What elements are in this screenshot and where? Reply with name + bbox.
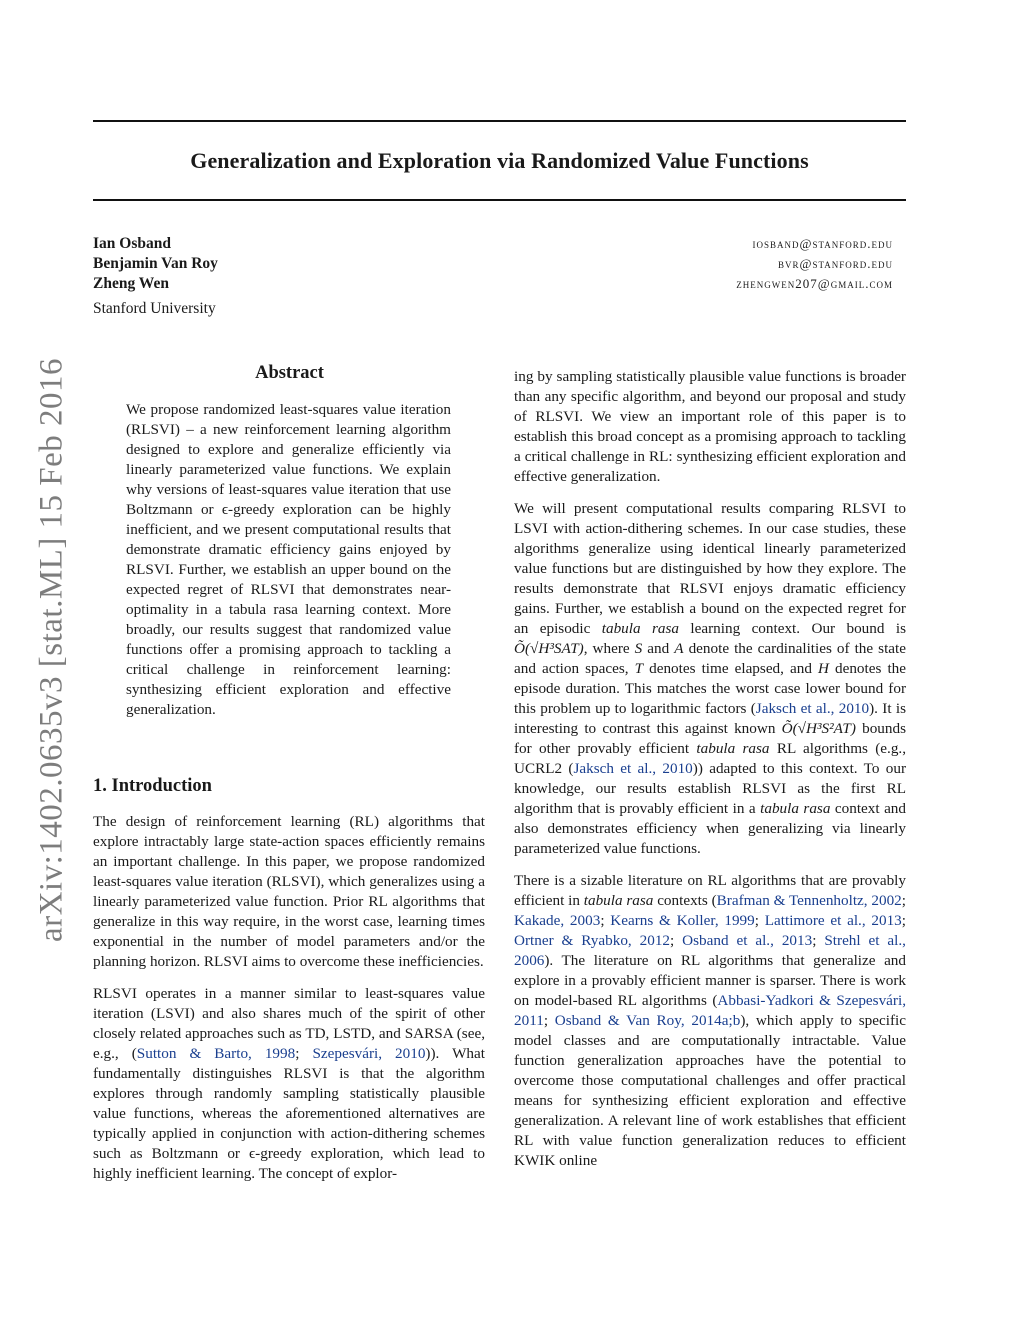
- top-rule: [93, 120, 906, 122]
- intro-paragraph-5: [514, 871, 906, 1171]
- text-span: context and also demonstrates efficiency when generalizing via linearly parameterized value functions.: [514, 800, 906, 857]
- abstract-text: We propose randomized least-squares value iteration (RLSVI) – a new reinforcement learning algorithm designed to explore and generalize efficiently via linearly parameterized value functions. We explain why versions of least-squares value iteration that use Boltzmann or ϵ-greedy exploration can be highly inefficient, and we present computational results that demonstrate dramatic efficiency gains enjoyed by RLSVI. Further, we establish an upper bound on the expected regret of RLSVI that demonstrates near-optimality in a tabula rasa learning context. More broadly, our results suggest that randomized value functions offer a promising approach to tackling a critical challenge in reinforcement learning: synthesizing efficient exploration and effective generalization.: [126, 401, 451, 718]
- text-span: learning context. Our bound is: [679, 620, 906, 637]
- text-span: and: [642, 640, 675, 657]
- citation-link[interactable]: Jaksch et al., 2010: [573, 760, 693, 777]
- author-row: [93, 234, 906, 254]
- text-span: ), which apply to specific model classes and are computationally intractable. Value function generalization approaches have the potential to overcome those computational challenges and offer practical means for synthesizing efficient exploration and effective generalization. A relevant line of work establishes that efficient RL with value function generalization reduces to efficient KWIK online: [514, 1012, 906, 1169]
- author-name: Benjamin Van Roy: [93, 255, 218, 272]
- text-span: ;: [754, 912, 765, 929]
- citation-link[interactable]: Strehl et al., 2006: [514, 932, 906, 969]
- text-span: , where: [583, 640, 635, 657]
- author-row: [93, 254, 906, 274]
- text-span: denote the cardinalities of the state and action spaces,: [514, 640, 907, 677]
- citation-link[interactable]: Kearns & Koller, 1999: [610, 912, 755, 929]
- left-column: [93, 812, 485, 1196]
- text-span: ;: [295, 1045, 313, 1062]
- author-name: Zheng Wen: [93, 275, 169, 292]
- text-span: tabula rasa: [760, 800, 831, 817]
- right-column: [514, 367, 906, 1183]
- text-span: denotes time elapsed, and: [643, 660, 818, 677]
- text-span: contexts (: [653, 892, 717, 909]
- citation-link[interactable]: Abbasi-Yadkori & Szepesvári, 2011: [514, 992, 906, 1029]
- text-span: ). It is interesting to contrast this against known: [514, 700, 906, 737]
- text-span: )). What fundamentally distinguishes RLSVI is that the algorithm explores through randomly sampling statistically plausible value functions, whereas the aforementioned alternatives are typically applied in conjunction with action-dithering schemes such as Boltzmann or ϵ-greedy exploration, which lead to highly inefficient learning. The concept of explor-: [93, 1045, 485, 1182]
- intro-paragraph-4: [514, 499, 906, 859]
- text-span: ;: [600, 912, 611, 929]
- text-span: tabula rasa: [696, 740, 770, 757]
- math-symbol: T: [634, 660, 644, 677]
- author-block: [93, 234, 906, 320]
- text-span: ). The literature on RL algorithms that generalize and explore in a provably efficient manner is sparser. There is work on model-based RL algorithms (: [514, 952, 906, 1009]
- citation-link[interactable]: Szepesvári, 2010: [312, 1045, 426, 1062]
- citation-link[interactable]: Brafman & Tennenholtz, 2002: [716, 892, 902, 909]
- paper-title: Generalization and Exploration via Randomized Value Functions: [190, 148, 809, 173]
- section-heading-introduction: 1. Introduction: [93, 776, 212, 796]
- author-row: [93, 274, 906, 294]
- citation-link[interactable]: Jaksch et al., 2010: [755, 700, 870, 717]
- text-span: RLSVI operates in a manner similar to least-squares value iteration (LSVI) and also shares much of the spirit of other closely related approaches such as TD, LSTD, and SARSA (see, e.g., (: [93, 985, 485, 1062]
- abstract-heading: Abstract: [255, 363, 324, 383]
- text-span: ;: [901, 892, 907, 909]
- text-span: ;: [543, 1012, 555, 1029]
- math-symbol: S: [634, 640, 643, 657]
- citation-link[interactable]: Sutton & Barto, 1998: [136, 1045, 296, 1062]
- math-bound: Õ(√H³SAT): [514, 640, 584, 657]
- author-email[interactable]: bvr@stanford.edu: [777, 256, 893, 271]
- intro-paragraph-2: [93, 984, 485, 1184]
- text-span: tabula rasa: [601, 620, 679, 637]
- text-span: bounds for other provably efficient: [514, 720, 906, 757]
- text-span: ;: [812, 932, 825, 949]
- text-span: denotes the episode duration. This matches the worst case lower bound for this problem up to logarithmic factors (: [514, 660, 906, 717]
- title-bottom-rule: [93, 199, 906, 201]
- citation-link[interactable]: Ortner & Ryabko, 2012: [514, 932, 671, 949]
- citation-link[interactable]: Osband & Van Roy, 2014a;b: [554, 1012, 741, 1029]
- intro-paragraph-3: ing by sampling statistically plausible value functions is broader than any specific algorithm, and beyond our proposal and study of RLSVI. We view an important role of this paper is to establish this broad concept as a promising approach to tackling a critical challenge in RL: synthesizing efficient exploration and effective generalization.: [514, 368, 906, 485]
- math-symbol: A: [674, 640, 684, 657]
- author-email[interactable]: iosband@stanford.edu: [752, 236, 893, 251]
- text-span: ;: [670, 932, 683, 949]
- text-span: We will present computational results comparing RLSVI to LSVI with action-dithering schemes. In our case studies, these algorithms generalize using identical linearly parameterized value functions but are distinguished by how they explore. The results demonstrate that RLSVI enjoys dramatic efficiency gains. Further, we establish a bound on the expected regret for an episodic: [514, 500, 906, 637]
- citation-link[interactable]: Osband et al., 2013: [682, 932, 813, 949]
- math-bound: Õ(√H³S²AT): [781, 720, 856, 737]
- text-span: )) adapted to this context. To our knowledge, our results establish RLSVI as the first RL algorithm that is provably efficient in a: [514, 760, 907, 817]
- citation-link[interactable]: Lattimore et al., 2013: [764, 912, 902, 929]
- text-span: There is a sizable literature on RL algorithms that are provably efficient in: [514, 872, 906, 909]
- text-span: ;: [901, 912, 906, 929]
- affiliation: Stanford University: [93, 300, 216, 317]
- math-symbol: H: [817, 660, 829, 677]
- author-email[interactable]: zhengwen207@gmail.com: [736, 276, 893, 291]
- intro-paragraph-1: The design of reinforcement learning (RL) algorithms that explore intractably large state-action spaces efficiently remains an important challenge. In this paper, we propose randomized least-squares value iteration (RLSVI), which generalizes using a linearly parameterized value function. Prior RL algorithms that generalize in this way require, in the worst case, learning times exponential in the number of model parameters and/or the planning horizon. RLSVI aims to overcome these inefficiencies.: [93, 813, 485, 970]
- citation-link[interactable]: Kakade, 2003: [514, 912, 601, 929]
- text-span: RL algorithms (e.g., UCRL2 (: [514, 740, 907, 777]
- arxiv-stamp: arXiv:1402.0635v3 [stat.ML] 15 Feb 2016: [33, 357, 70, 943]
- text-span: tabula rasa: [583, 892, 654, 909]
- author-name: Ian Osband: [93, 235, 171, 252]
